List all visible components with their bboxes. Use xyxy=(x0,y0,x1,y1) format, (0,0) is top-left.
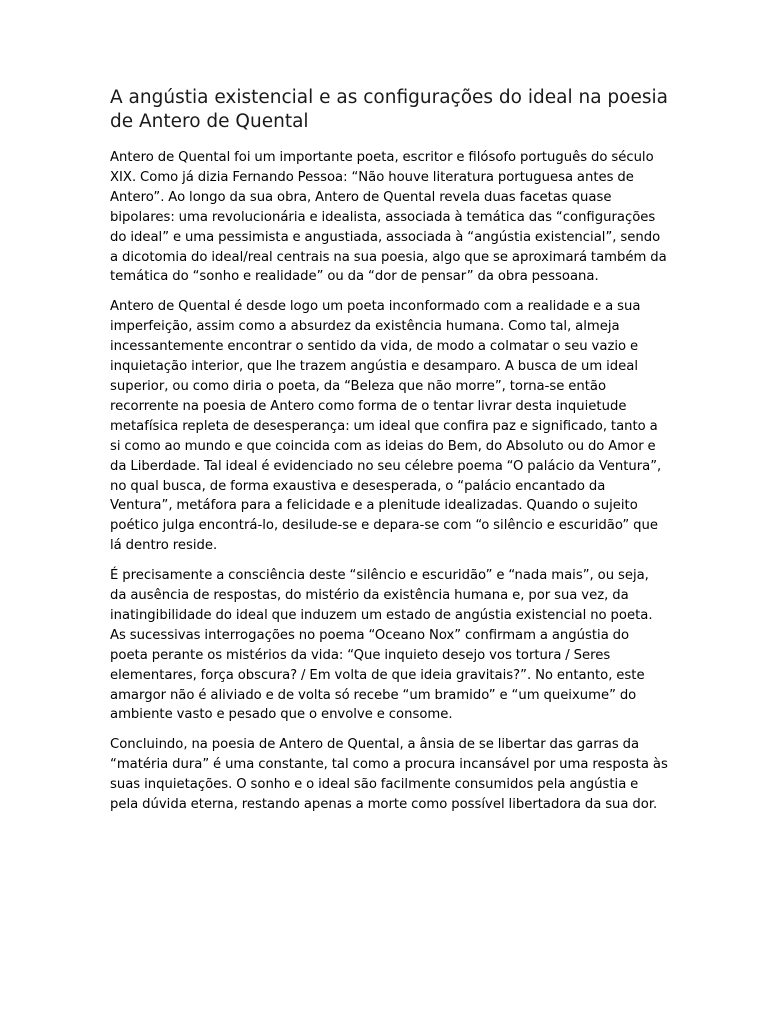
paragraph-3: É precisamente a consciência deste “silêncio e escuridão” e “nada mais”, ou seja, da ausência de respostas, do mistério da existência humana e, por sua vez, da inatingibilidade do ideal que induzem um estado de angústia existencial no poeta. As sucessivas interrogações no poema “Oceano Nox” confirmam a angústia do poeta perante os mistérios da vida: “Que inquieto desejo vos tortura / Seres elementares, força obscura? / Em volta de que ideia gravitais?”. No entanto, este amargor não é aliviado e de volta só recebe “um bramido” e “um queixume” do ambiente vasto e pesado que o envolve e consome. xyxy=(110,568,653,723)
paragraph-2: Antero de Quental é desde logo um poeta inconformado com a realidade e a sua imperfeição, assim como a absurdez da existência humana. Como tal, almeja incessantemente encontrar o sentido da vida, de modo a colmatar o seu vazio e inquietação interior, que lhe trazem angústia e desamparo. A busca de um ideal superior, ou como diria o poeta, da “Beleza que não morre”, torna-se então recorrente na poesia de Antero como forma de o tentar livrar desta inquietude metafísica repleta de desesperança: um ideal que confira paz e significado, tanto a si como ao mundo e que coincida com as ideias do Bem, do Absoluto ou do Amor e da Liberdade. Tal ideal é evidenciado no seu célebre poema “O palácio da Ventura”, no qual busca, de forma exaustiva e desesperada, o “palácio encantado da Ventura”, metáfora para a felicidade e a plenitude idealizadas. Quando o sujeito poético julga encontrá-lo, desilude-se e depara-se com “o silêncio e escuridão” que lá dentro reside. xyxy=(110,299,662,554)
paragraph-1: Antero de Quental foi um importante poeta, escritor e filósofo português do século XIX. Como já dizia Fernando Pessoa: “Não houve literatura portuguesa antes de Antero”. Ao longo da sua obra, Antero de Quental revela duas facetas quase bipolares: uma revolucionária e idealista, associada à temática das “configurações do ideal” e uma pessimista e angustiada, associada à “angústia existencial”, sendo a dicotomia do ideal/real centrais na sua poesia, algo que se aproximará também da temática do “sonho e realidade” ou da “dor de pensar” da obra pessoana. xyxy=(110,150,667,285)
document-title: A angústia existencial e as configurações do ideal na poesia de Antero de Quental xyxy=(110,87,668,132)
paragraph-4: Concluindo, na poesia de Antero de Quental, a ânsia de se libertar das garras da “matéria dura” é uma constante, tal como a procura incansável por uma resposta às suas inquietações. O sonho e o ideal são facilmente consumidos pela angústia e pela dúvida eterna, restando apenas a morte como possível libertadora da sua dor. xyxy=(110,737,668,813)
